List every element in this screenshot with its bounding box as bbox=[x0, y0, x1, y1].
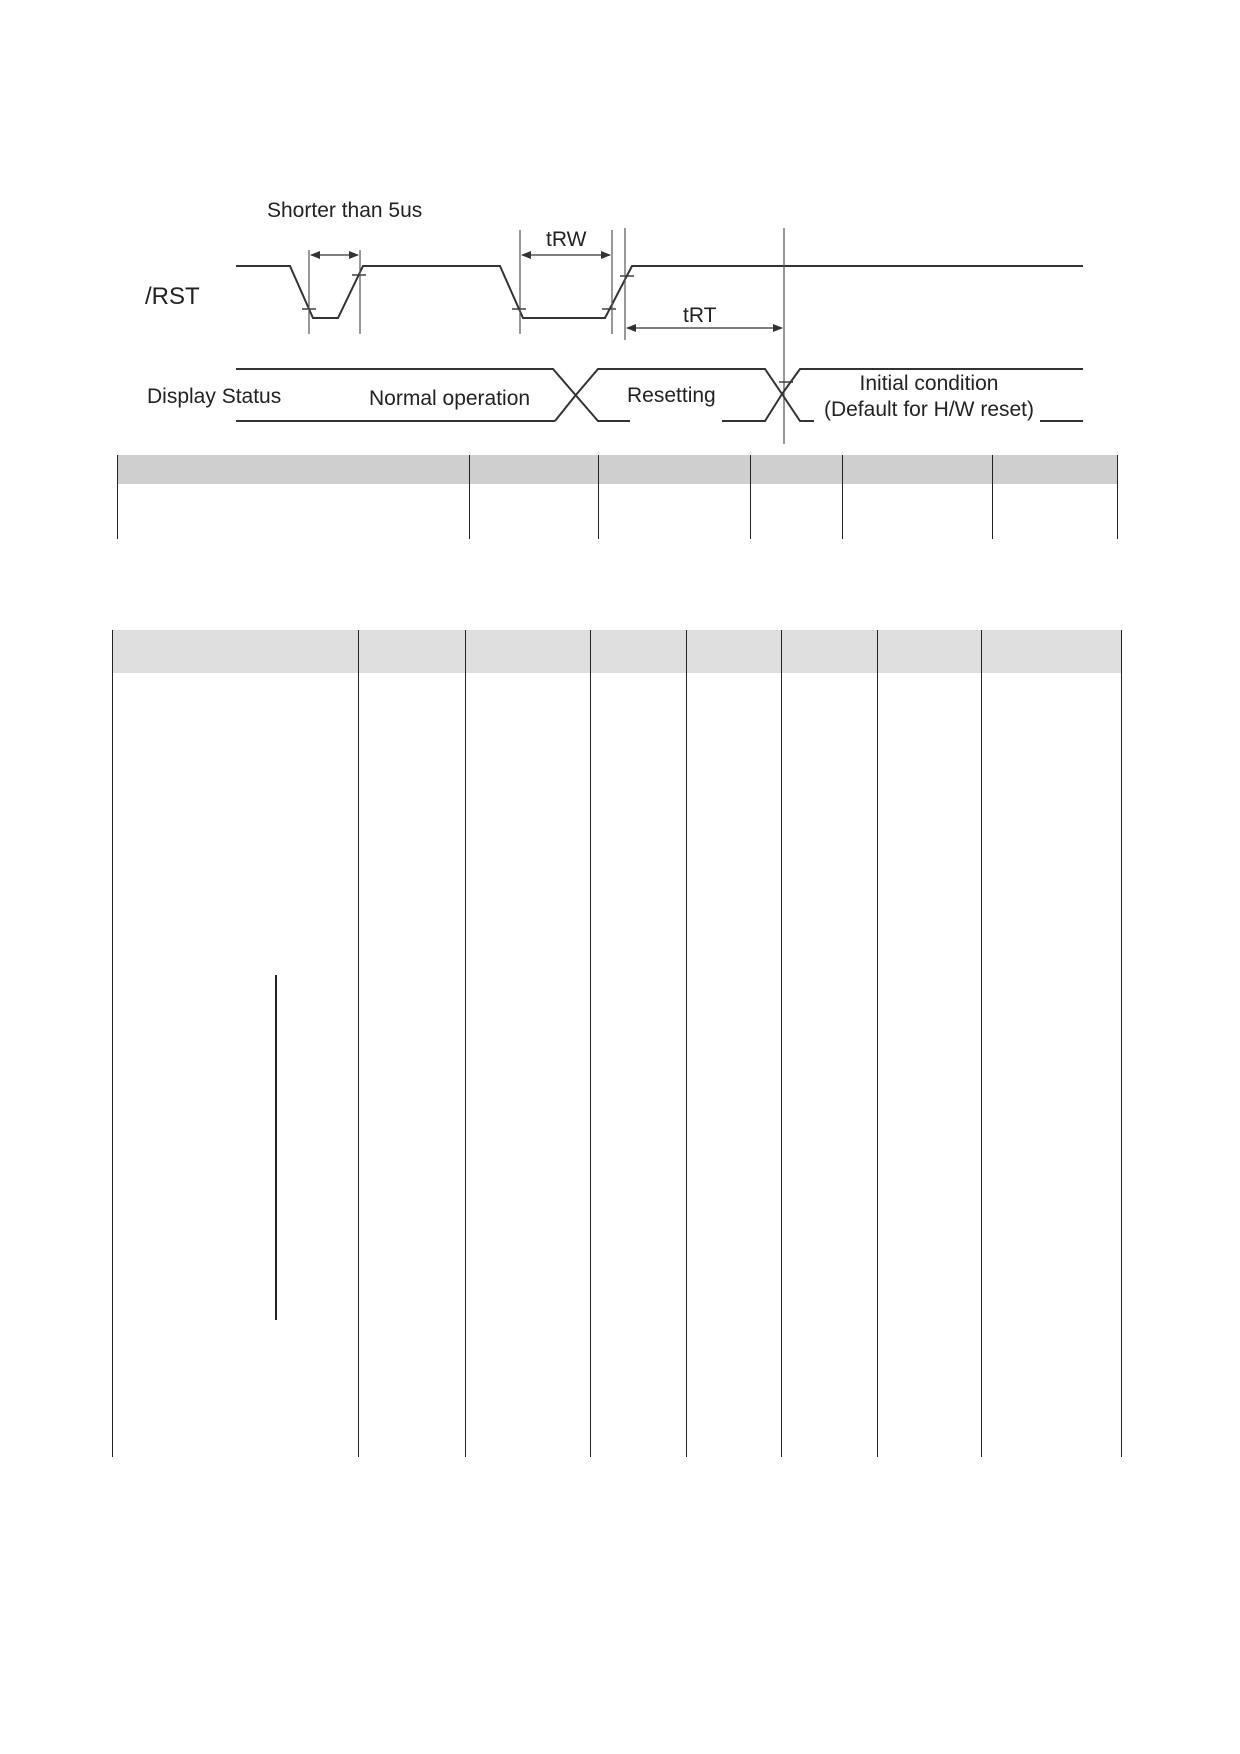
table-1-header-cell bbox=[993, 455, 1118, 484]
table-2-header-cell bbox=[113, 630, 359, 673]
table-2-cell bbox=[982, 673, 1122, 1457]
table-2-cell bbox=[466, 673, 591, 1457]
table-1-cell bbox=[470, 484, 599, 539]
table-2-header-cell bbox=[878, 630, 982, 673]
table-1-cell bbox=[993, 484, 1118, 539]
table-2-header-cell bbox=[466, 630, 591, 673]
pulse-annotation: Shorter than 5us bbox=[267, 199, 423, 222]
parameter-table-2 bbox=[112, 630, 1122, 1457]
table-2-header-cell bbox=[591, 630, 687, 673]
table-2-header-cell bbox=[782, 630, 878, 673]
table-1-cell bbox=[843, 484, 993, 539]
table-1-header-cell bbox=[843, 455, 993, 484]
display-status-label: Display Status bbox=[147, 385, 282, 408]
state-normal-operation: Normal operation bbox=[369, 387, 531, 410]
reset-timing-diagram bbox=[0, 0, 1240, 460]
table-2-cell bbox=[782, 673, 878, 1457]
table-2-cell bbox=[359, 673, 466, 1457]
state-initial-condition-note: (Default for H/W reset) bbox=[823, 398, 1035, 421]
table-1-cell bbox=[118, 484, 470, 539]
state-initial-condition: Initial condition bbox=[859, 372, 999, 395]
table-2-header-cell bbox=[982, 630, 1122, 673]
table-1-header-cell bbox=[751, 455, 843, 484]
rst-signal-label: /RST bbox=[145, 283, 200, 310]
table-2-cell bbox=[878, 673, 982, 1457]
table-1-cell bbox=[599, 484, 751, 539]
table-1-header-cell bbox=[599, 455, 751, 484]
table-1-header-cell bbox=[470, 455, 599, 484]
table-2-header-cell bbox=[687, 630, 782, 673]
trt-label: tRT bbox=[683, 304, 717, 327]
parameter-table-1 bbox=[117, 455, 1118, 539]
state-resetting: Resetting bbox=[627, 384, 716, 407]
table-1-cell bbox=[751, 484, 843, 539]
trw-label: tRW bbox=[546, 228, 587, 251]
rst-waveform bbox=[236, 266, 1083, 318]
table-2-inner-divider bbox=[275, 975, 277, 1320]
table-2-cell bbox=[113, 673, 359, 1457]
table-2-cell bbox=[591, 673, 687, 1457]
table-2-header-cell bbox=[359, 630, 466, 673]
table-1-header-cell bbox=[118, 455, 470, 484]
table-2-cell bbox=[687, 673, 782, 1457]
